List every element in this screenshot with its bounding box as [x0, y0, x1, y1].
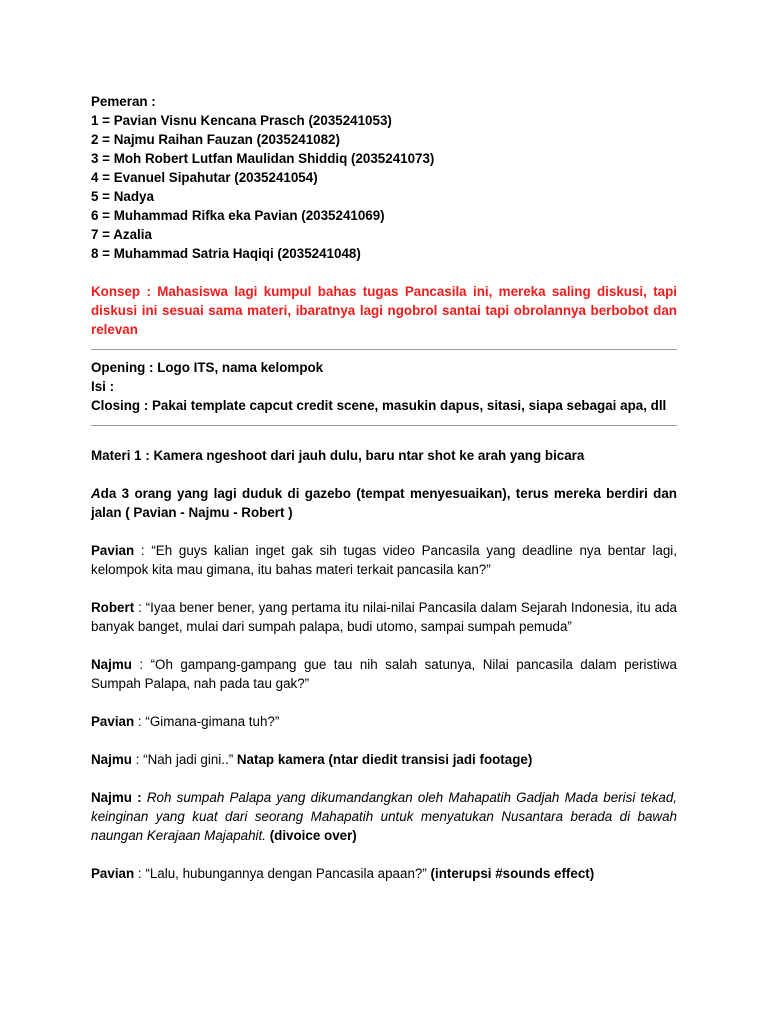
- dialogue-line: [91, 541, 677, 579]
- opening-line: Opening : Logo ITS, nama kelompok: [91, 360, 324, 375]
- dialogue-text: “Oh gampang-gampang gue tau nih salah satunya, Nilai pancasila dalam peristiwa Sumpah Palapa, nah pada tau gak?”: [91, 657, 677, 691]
- dialogue-text: “Eh guys kalian inget gak sih tugas video Pancasila yang deadline nya bentar lagi, kelompok kita mau gimana, itu bahas materi terkait pancasila kan?”: [91, 543, 677, 577]
- direction-note: (interupsi #sounds effect): [430, 866, 595, 881]
- speaker-name: Najmu: [91, 657, 132, 672]
- horizontal-divider: [91, 425, 677, 426]
- dialogue-text: “Gimana-gimana tuh?”: [145, 714, 280, 729]
- scene-text: da 3 orang yang lagi duduk di gazebo (tempat menyesuaikan), terus mereka berdiri dan jalan ( Pavian - Najmu - Robert ): [91, 486, 677, 520]
- cast-member: 7 = Azalia: [91, 227, 152, 242]
- dialogue-line: [91, 598, 677, 636]
- speaker-separator: :: [134, 543, 152, 558]
- speaker-name: Pavian: [91, 714, 135, 729]
- cast-section: [91, 92, 677, 263]
- direction-note: (divoice over): [265, 828, 357, 843]
- cast-member: 1 = Pavian Visnu Kencana Prasch (2035241053): [91, 113, 392, 128]
- speaker-name: Pavian: [91, 543, 135, 558]
- concept-paragraph: Konsep : Mahasiswa lagi kumpul bahas tugas Pancasila ini, mereka saling diskusi, tapi diskusi ini sesuai sama materi, ibaratnya lagi ngobrol santai tapi obrolannya berbobot dan relevan: [91, 284, 677, 337]
- isi-line: Isi :: [91, 379, 115, 394]
- speaker-name: Pavian: [91, 866, 135, 881]
- scene-lead-letter: A: [91, 486, 101, 501]
- cast-member: 4 = Evanuel Sipahutar (2035241054): [91, 170, 318, 185]
- cast-member: 6 = Muhammad Rifka eka Pavian (2035241069): [91, 208, 385, 223]
- scene-description: [91, 484, 677, 522]
- dialogue-line: [91, 864, 677, 883]
- structure-section: [91, 358, 677, 415]
- direction-note: Natap kamera (ntar diedit transisi jadi footage): [236, 752, 533, 767]
- speaker-name: Najmu: [91, 752, 132, 767]
- closing-line: Closing : Pakai template capcut credit scene, masukin dapus, sitasi, siapa sebagai apa, dll: [91, 398, 667, 413]
- cast-member: 5 = Nadya: [91, 189, 154, 204]
- dialogue-text: “Iyaa bener bener, yang pertama itu nilai-nilai Pancasila dalam Sejarah Indonesia, itu ada banyak banget, mulai dari sumpah palapa, budi utomo, sampai sumpah pemuda”: [91, 600, 677, 634]
- speaker-separator: :: [134, 714, 146, 729]
- materi-title: Materi 1 : Kamera ngeshoot dari jauh dulu, baru ntar shot ke arah yang bicara: [91, 448, 585, 463]
- dialogue-text: “Lalu, hubungannya dengan Pancasila apaan?”: [145, 866, 431, 881]
- dialogue-line: [91, 750, 677, 769]
- speaker-separator: :: [131, 752, 144, 767]
- dialogue-line: [91, 712, 677, 731]
- cast-member: 8 = Muhammad Satria Haqiqi (2035241048): [91, 246, 361, 261]
- horizontal-divider: [91, 349, 677, 350]
- cast-heading: Pemeran :: [91, 94, 156, 109]
- speaker-name: Najmu :: [91, 790, 142, 805]
- cast-list: [91, 111, 677, 263]
- speaker-separator: :: [131, 657, 151, 672]
- speaker-name: Robert: [91, 600, 135, 615]
- cast-member: 3 = Moh Robert Lutfan Maulidan Shiddiq (2035241073): [91, 151, 435, 166]
- dialogue-text: “Nah jadi gini..”: [143, 752, 237, 767]
- speaker-separator: :: [134, 866, 146, 881]
- dialogue-line: [91, 788, 677, 845]
- dialogue-text: Roh sumpah Palapa yang dikumandangkan oleh Mahapatih Gadjah Mada berisi tekad, keinginan yang kuat dari seorang Mahapatih untuk menyatukan Nusantara berada di bawah naungan Kerajaan Majapahit.: [91, 790, 677, 843]
- dialogue-line: [91, 655, 677, 693]
- speaker-separator: :: [134, 600, 146, 615]
- cast-member: 2 = Najmu Raihan Fauzan (2035241082): [91, 132, 340, 147]
